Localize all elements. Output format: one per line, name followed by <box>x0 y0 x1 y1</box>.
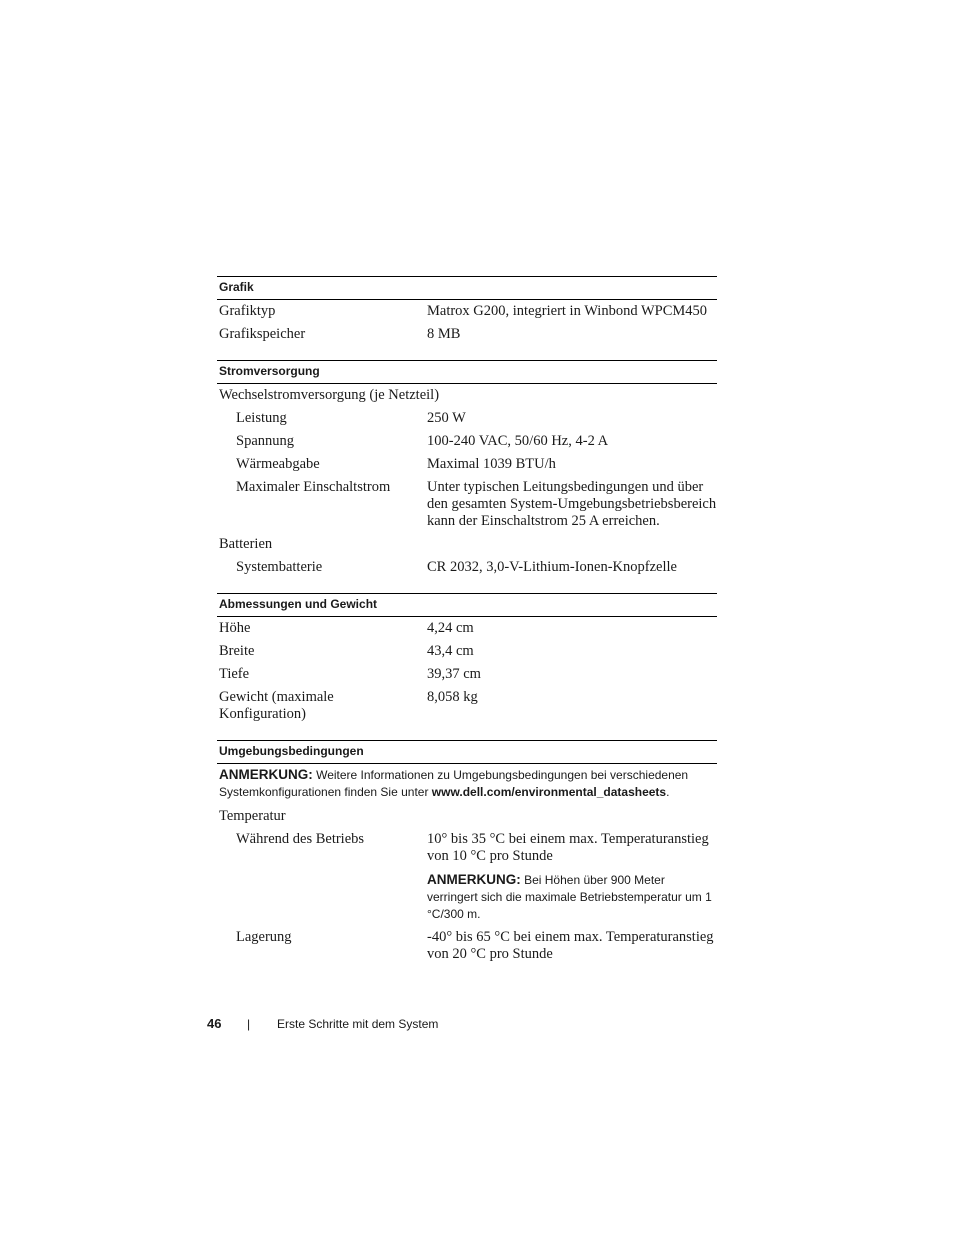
spec-value: Maximal 1039 BTU/h <box>427 456 556 472</box>
spec-row-lagerung <box>217 926 717 966</box>
spec-label: Spannung <box>236 433 294 449</box>
spec-label: Leistung <box>236 410 287 426</box>
page-number: 46 <box>207 1016 222 1031</box>
spec-row-betrieb <box>217 828 717 926</box>
note-url-link[interactable]: www.dell.com/environmental_datasheets <box>431 785 667 799</box>
spec-row-grafikspeicher <box>217 323 717 346</box>
spec-value: 100-240 VAC, 50/60 Hz, 4-2 A <box>427 433 609 449</box>
spec-value: 10° bis 35 °C bei einem max. Temperaturanstieg von 10 °C pro Stunde <box>427 831 709 864</box>
footer-title: Erste Schritte mit dem System <box>277 1016 439 1031</box>
spec-row-systembatterie <box>217 556 717 579</box>
spec-row-tiefe <box>217 663 717 686</box>
spec-value: 39,37 cm <box>427 666 481 682</box>
spec-row-leistung <box>217 407 717 430</box>
spec-value: Unter typischen Leitungsbedingungen und über den gesamten System-Umgebungsbetriebsbereich kann der Einschaltstrom 25 A erreichen. <box>427 479 717 529</box>
spec-row-grafiktyp <box>217 300 717 323</box>
spec-value: 8,058 kg <box>427 689 478 705</box>
spec-label: Systembatterie <box>236 559 323 575</box>
section-header-stromversorgung: Stromversorgung <box>217 360 717 384</box>
spec-label: Während des Betriebs <box>236 831 365 847</box>
spec-value: 43,4 cm <box>427 643 474 659</box>
spec-value-cell <box>427 831 717 923</box>
note-text: Weitere Informationen zu Umgebungsbedingungen bei verschiedenen Systemkonfigurationen finden Sie unter <box>219 768 689 799</box>
subheading-temperatur: Temperatur <box>219 808 286 824</box>
section-gap <box>217 579 717 593</box>
spec-value: CR 2032, 3,0-V-Lithium-Ionen-Knopfzelle <box>427 559 677 575</box>
spec-label: Breite <box>219 643 255 659</box>
section-header-umgebung: Umgebungsbedingungen <box>217 740 717 764</box>
spec-row-gewicht <box>217 686 717 726</box>
note-title: ANMERKUNG: <box>219 767 313 782</box>
spec-label: Grafiktyp <box>219 303 276 319</box>
spec-value: -40° bis 65 °C bei einem max. Temperaturanstieg von 20 °C pro Stunde <box>427 929 714 962</box>
spec-label: Maximaler Einschaltstrom <box>236 479 391 495</box>
spec-row-spannung <box>217 430 717 453</box>
section-gap <box>217 726 717 740</box>
spec-label: Grafikspeicher <box>219 326 306 342</box>
section-header-grafik: Grafik <box>217 276 717 300</box>
note-umgebung <box>217 764 717 805</box>
spec-value: 8 MB <box>427 326 461 342</box>
spec-row-hoehe <box>217 617 717 640</box>
spec-value: Matrox G200, integriert in Winbond WPCM450 <box>427 303 708 319</box>
spec-content <box>217 276 717 966</box>
spec-row-einschaltstrom <box>217 476 717 533</box>
spec-label: Lagerung <box>236 929 292 945</box>
subheading-wechselstrom: Wechselstromversorgung (je Netzteil) <box>219 387 440 403</box>
page-footer <box>207 1016 438 1031</box>
spec-label: Gewicht (maximale Konfiguration) <box>219 689 334 722</box>
spec-value: 250 W <box>427 410 466 426</box>
note-end: . <box>666 785 670 799</box>
section-header-abmessungen: Abmessungen und Gewicht <box>217 593 717 617</box>
spec-label: Höhe <box>219 620 251 636</box>
spec-label: Wärmeabgabe <box>236 456 320 472</box>
spec-row-waermeabgabe <box>217 453 717 476</box>
spec-label: Tiefe <box>219 666 250 682</box>
note-title: ANMERKUNG: <box>427 872 521 887</box>
note-text: Bei Höhen über 900 Meter verringert sich die maximale Betriebstemperatur um 1 °C/300 m. <box>427 873 712 921</box>
section-gap <box>217 346 717 360</box>
subheading-batterien: Batterien <box>219 536 273 552</box>
spec-value: 4,24 cm <box>427 620 474 636</box>
note-hoehe <box>427 865 717 923</box>
spec-row-breite <box>217 640 717 663</box>
footer-separator: | <box>247 1016 251 1031</box>
